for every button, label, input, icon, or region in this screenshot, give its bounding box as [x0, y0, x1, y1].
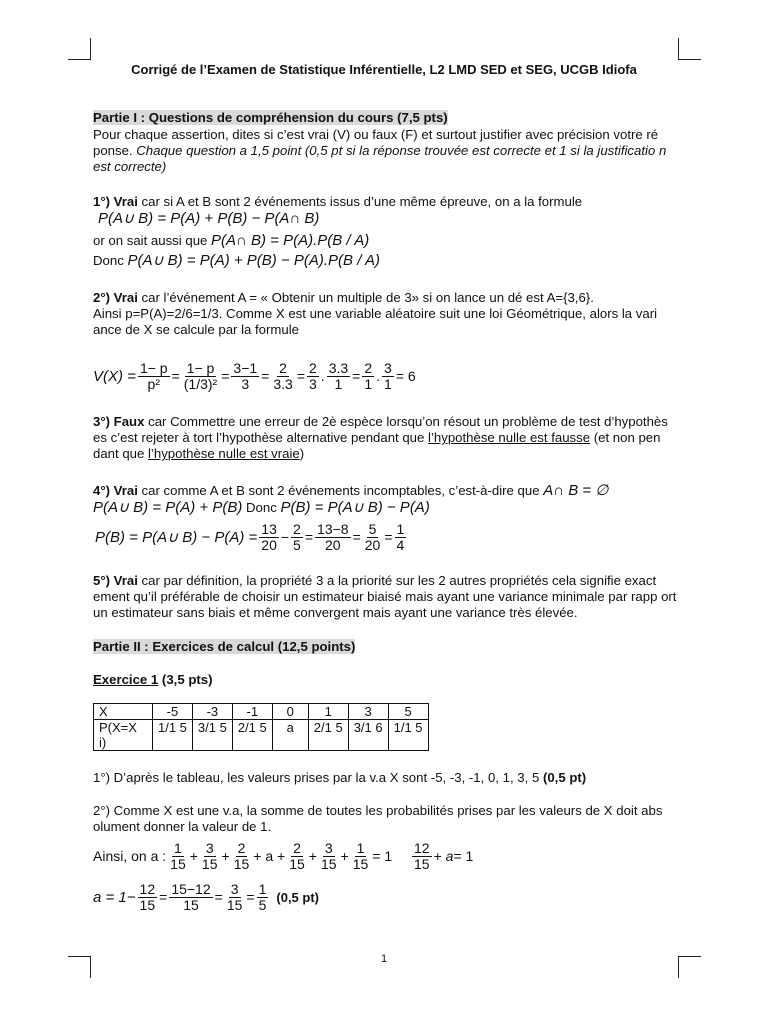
part1-intro-italic: Chaque question a 1,5 point (0,5 pt si la réponse trouvée est correcte et 1 si la justificatio n est correcte) — [93, 143, 667, 174]
sum-frac-5-num: 3 — [324, 839, 333, 856]
sum-frac-5 — [319, 841, 339, 872]
sum-frac-2-den: 15 — [201, 855, 218, 872]
q3-underline-1: l’hypothèse nulle est fausse — [428, 430, 591, 445]
sum-frac-6 — [351, 841, 371, 872]
q2-frac-1 — [138, 361, 170, 392]
q2-frac-1-den: p² — [147, 375, 160, 392]
table-cell: 2/1 5 — [308, 720, 348, 751]
q2-dot-2: . — [376, 368, 381, 384]
q4-minus: − — [280, 529, 290, 545]
q2-frac-3-num: 3−1 — [233, 359, 258, 376]
q2-frac-6 — [327, 361, 350, 392]
q2-frac-6-num: 3.3 — [328, 359, 349, 376]
q1-statement — [93, 194, 683, 210]
q4-statement — [93, 483, 683, 499]
crop-mark-top-left-v — [90, 38, 91, 60]
crop-mark-top-left-h — [68, 59, 91, 60]
q5-verdict: 5°) Vrai — [93, 573, 138, 588]
sum-frac-1-num: 1 — [174, 839, 182, 856]
table-cell: P(X=X i) — [94, 720, 153, 751]
crop-mark-top-right-v — [678, 38, 679, 60]
table-cell: 1/1 5 — [388, 720, 428, 751]
sum-plus-a: + a + — [253, 848, 286, 864]
q2-frac-2-num — [185, 361, 217, 377]
part2-heading — [93, 639, 683, 655]
part1-intro — [93, 127, 683, 175]
q2-text: car l’événement A = « Obtenir un multiple de 3» si on lance un dé est A={3,6}. — [137, 290, 594, 305]
table-cell: a — [272, 720, 308, 751]
a-frac-1 — [138, 882, 158, 913]
q2-eq-sign-3: = — [261, 368, 270, 384]
table-cell: 1 — [308, 704, 348, 720]
q1-line3-text: Donc — [93, 253, 128, 268]
q4-frac-5 — [395, 522, 407, 553]
q2-frac-3-den: 3 — [241, 375, 250, 392]
a-frac-2-num: 15−12 — [171, 880, 211, 897]
q4-eq-2: = — [352, 529, 361, 545]
q3-text-3: ) — [299, 446, 305, 461]
a-solution-points: (0,5 pt) — [276, 889, 320, 905]
q1-formula-3: P(A∪ B) = P(A) + P(B) − P(A).P(B / A) — [127, 252, 381, 269]
q2-frac-2 — [182, 361, 219, 392]
table-cell: 3 — [348, 704, 388, 720]
q2-result: = 6 — [395, 368, 416, 384]
exercise1-points: (3,5 pts) — [158, 672, 213, 687]
exercise1-simplified-equation — [410, 837, 473, 875]
q2-frac-1-num: 1− p — [139, 359, 168, 376]
q2-frac-4 — [271, 361, 294, 392]
q2-eq-sign-4: = — [296, 368, 305, 384]
q2-frac-8-den: 1 — [384, 375, 392, 392]
q4-frac-2-num: 2 — [293, 520, 301, 537]
q3-text: car Commettre une erreur de 2è espèce lorsqu’on résout un problème de test d’hypothès es c’est rejeter à tort l’hypothèse alternative pendant que — [93, 414, 668, 445]
simp-frac-num: 12 — [414, 839, 430, 856]
table-cell: 0 — [272, 704, 308, 720]
q4-frac-1-num: 13 — [261, 520, 277, 537]
probability-table — [93, 703, 429, 751]
crop-mark-top-right-h — [678, 59, 701, 60]
q3-statement — [93, 414, 683, 462]
page-number: 1 — [380, 953, 388, 965]
simp-frac — [412, 841, 432, 872]
sum-frac-1-den: 15 — [170, 855, 186, 872]
sum-frac-4-den: 15 — [289, 855, 305, 872]
q2-frac-5-num: 2 — [309, 359, 317, 376]
exercise1-title: Exercice 1 — [93, 672, 159, 687]
part1-heading-text: Partie I : Questions de compréhension du cours (7,5 pts) — [93, 110, 448, 125]
q4-frac-4 — [363, 522, 383, 553]
table-cell: -3 — [192, 704, 232, 720]
table-cell: 5 — [388, 704, 428, 720]
q3-underline-2: l’hypothèse nulle est vraie — [148, 446, 300, 461]
q4-frac-1 — [259, 522, 279, 553]
table-cell: 2/1 5 — [232, 720, 272, 751]
a-frac-3 — [225, 882, 245, 913]
table-cell: 3/1 5 — [192, 720, 232, 751]
a-frac-4-den: 5 — [258, 896, 267, 913]
q2-frac-5-den: 3 — [309, 375, 317, 392]
simp-eq: = 1 — [453, 848, 474, 864]
q2-eq-sign-2: = — [221, 368, 230, 384]
sum-frac-3-den: 15 — [233, 855, 250, 872]
q2-frac-4-num: 2 — [279, 359, 287, 376]
simp-frac-den: 15 — [414, 855, 430, 872]
q4-eq-3: = — [384, 529, 393, 545]
q4-frac-5-num: 1 — [396, 520, 405, 537]
a-frac-4 — [257, 882, 269, 913]
exercise1-q1-points: (0,5 pt) — [542, 770, 587, 785]
q2-statement-2: Ainsi p=P(A)=2/6=1/3. Comme X est une variable aléatoire suit une loi Géométrique, alors la vari ance de X se calcule par la formule — [93, 306, 658, 337]
q2-frac-6-den: 1 — [334, 375, 343, 392]
sum-frac-5-den: 15 — [320, 855, 337, 872]
table-cell: -1 — [232, 704, 272, 720]
q2-frac-2-num-text: 1− p — [186, 359, 215, 376]
q4-frac-2 — [291, 522, 303, 553]
table-cell: X — [94, 704, 153, 720]
exercise1-q1-text: 1°) D’après le tableau, les valeurs prises par la v.a X sont -5, -3, -1, 0, 1, 3, 5 — [93, 770, 543, 785]
q2-frac-8 — [382, 361, 394, 392]
q2-frac-4-den: 3.3 — [273, 375, 293, 392]
q1-line3 — [93, 253, 683, 269]
q4-frac-3-num: 13−8 — [317, 520, 349, 537]
q5-statement — [93, 573, 683, 621]
a-frac-1-den: 15 — [139, 896, 156, 913]
table-row — [94, 720, 429, 751]
q2-eq-sign-5: = — [352, 368, 361, 384]
q4-donc: Donc — [242, 500, 281, 515]
simp-plus: + a — [433, 848, 454, 864]
q4-line2 — [93, 500, 683, 516]
q1-line2 — [93, 233, 683, 249]
sum-frac-4 — [287, 841, 307, 872]
ainsi-label: Ainsi, on a : — [93, 848, 167, 864]
q4-frac-4-den: 20 — [364, 536, 381, 553]
q2-variance-formula — [93, 340, 416, 412]
exercise1-q1 — [93, 770, 683, 786]
q2-frac-5 — [307, 361, 319, 392]
part1-heading — [93, 110, 683, 126]
sum-frac-4-num: 2 — [293, 839, 301, 856]
q2-dot-1: . — [320, 368, 325, 384]
a-frac-3-den: 15 — [226, 896, 243, 913]
a-frac-4-num: 1 — [258, 880, 267, 897]
q4-formula-2: P(B) = P(A∪ B) − P(A) — [280, 499, 430, 516]
a-frac-3-num: 3 — [230, 880, 239, 897]
q4-formula-3: P(B) = P(A∪ B) − P(A) = — [95, 529, 258, 546]
q4-formula-1: P(A∪ B) = P(A) + P(B) — [93, 499, 243, 516]
a-frac-1-num: 12 — [139, 880, 156, 897]
exercise1-q2: 2°) Comme X est une v.a, la somme de toutes les probabilités prises par les valeurs de X doit abs olument donner la valeur de 1. — [93, 803, 663, 834]
sum-frac-2 — [200, 841, 220, 872]
q2-frac-8-num: 3 — [384, 359, 392, 376]
q3-text-2: (et non pen dant que — [93, 430, 661, 461]
q4-frac-3 — [315, 522, 351, 553]
q4-calc — [95, 518, 408, 556]
part2-heading-text: Partie II : Exercices de calcul (12,5 points) — [93, 639, 356, 654]
q2-verdict: 2°) Vrai — [93, 290, 138, 305]
q4-frac-4-num: 5 — [368, 520, 377, 537]
sum-frac-3 — [232, 841, 252, 872]
q1-formula-1: P(A∪ B) = P(A) + P(B) − P(A∩ B) — [98, 210, 320, 227]
sum-frac-1 — [168, 841, 188, 872]
q4-frac-2-den: 5 — [293, 536, 301, 553]
q2-frac-2-den: (1/3)² — [183, 375, 218, 392]
q2-eq-sign-1: = — [171, 368, 180, 384]
exercise1-sum-equation: Ainsi, on a : $\frac{1}{15}$ + $\frac{3}{15}$ + $\frac{2}{15}$ + a + $\frac{2}{15}$ + $\frac{3}{15}$ + $\frac{1}{15}$ = 1 — [93, 839, 393, 872]
q5-text: car par définition, la propriété 3 a la priorité sur les 2 autres propriétés cela signifie exact ement qu’il préférable de choisir un estimateur biaisé mais ayant une variance minimale par rapp ort un estimateur sans biais et même convergent mais ayant une variance très élevée. — [93, 573, 677, 620]
q1-line2-text: or on sait aussi que — [93, 233, 212, 248]
sum-frac-6-num: 1 — [356, 839, 365, 856]
q2-frac-7-num: 2 — [364, 359, 373, 376]
sum-frac-3-num: 2 — [237, 839, 246, 856]
document-title: Corrigé de l’Examen de Statistique Inférentielle, L2 LMD SED et SEG, UCGB Idiofa — [131, 62, 637, 77]
table-cell: 3/1 6 — [348, 720, 388, 751]
a-frac-2-den: 15 — [183, 896, 199, 913]
q2-frac-3 — [231, 361, 259, 392]
q4-eq-1: = — [304, 529, 314, 545]
sum-frac-6-den: 15 — [352, 855, 369, 872]
q2-statement — [93, 290, 683, 306]
sum-frac-2-num: 3 — [205, 839, 214, 856]
a-frac-2 — [169, 882, 212, 913]
part1-intro-text: Pour chaque assertion, dites si c’est vrai (V) ou faux (F) et surtout justifier avec précision votre ré ponse. — [93, 127, 659, 158]
q4-frac-5-den: 4 — [396, 536, 405, 553]
table-row — [94, 704, 429, 720]
q2-vx: V(X) = — [93, 367, 136, 385]
q4-frac-3-den: 20 — [325, 536, 341, 553]
q4-text: car comme A et B sont 2 événements incomptables, c’est-à-dire que — [137, 483, 544, 498]
exercise1-a-solution: a = 1− $\frac{12}{15}$ = $\frac{15-12}{15}$ = $\frac{3}{15}$ = $\frac{1}{5}$ (0,5 pt) — [93, 880, 320, 913]
table-cell: -5 — [153, 704, 193, 720]
q4-verdict: 4°) Vrai — [93, 483, 138, 498]
q4-frac-1-den: 20 — [261, 536, 277, 553]
sum-eq-1: = 1 — [372, 848, 393, 864]
a-eq-label: a = 1− — [93, 888, 136, 906]
q1-verdict: 1°) Vrai — [93, 194, 138, 209]
q2-frac-7-den: 1 — [364, 375, 373, 392]
table-cell: 1/1 5 — [153, 720, 193, 751]
q3-verdict: 3°) Faux — [93, 414, 145, 429]
q1-formula-2: P(A∩ B) = P(A).P(B / A) — [211, 232, 370, 249]
q4-formula-0: A∩ B = ∅ — [543, 482, 609, 499]
exercise1-heading — [93, 672, 683, 688]
q2-frac-7 — [362, 361, 374, 392]
q1-text: car si A et B sont 2 événements issus d’une même épreuve, on a la formule — [137, 194, 583, 209]
